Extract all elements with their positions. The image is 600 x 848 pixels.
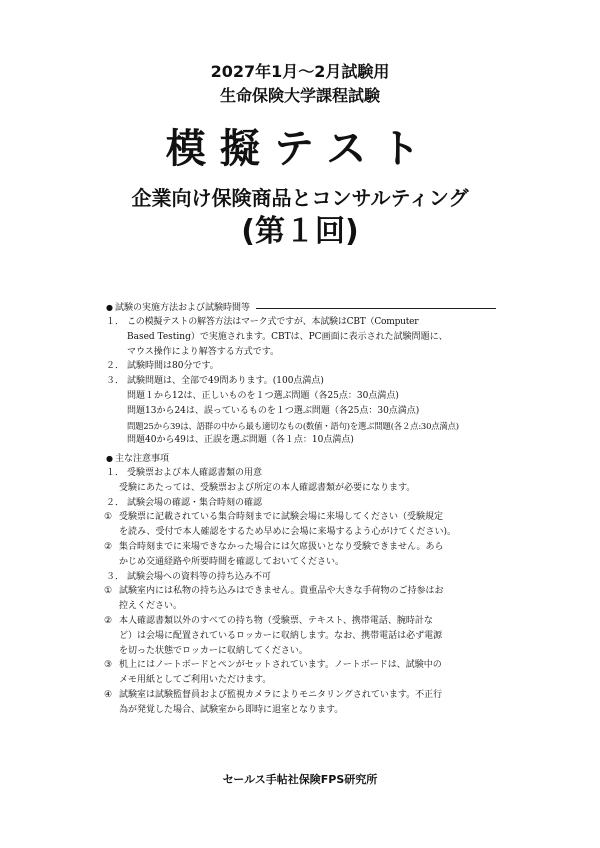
section-heading xyxy=(106,301,496,315)
item-text: 問題40から49は、正誤を選ぶ問題（各１点：10点満点) xyxy=(127,435,354,446)
list-item xyxy=(106,419,496,434)
item-text: Based Testing）で実施されます。CBTは、PC画面に表示された試験問題に、 xyxy=(127,331,448,342)
list-item xyxy=(106,703,496,718)
item-text: 試験会場の確認・集合時刻の確認 xyxy=(127,497,263,508)
item-text: 集合時刻までに来場できなかった場合には欠席扱いとなり受験できません。あら xyxy=(119,541,444,552)
list-item xyxy=(106,525,496,540)
item-text: 試験会場への資料等の持ち込み不可 xyxy=(127,571,272,582)
item-text: 受験票に記載されている集合時刻までに試験会場に来場してください（受験規定 xyxy=(119,512,444,523)
round-label: (第１回) xyxy=(241,214,359,249)
item-text: 試験室内には私物の持ち込みはできません。貴重品や大きな手荷物のご持参はお xyxy=(119,586,444,597)
item-number: ３． xyxy=(106,571,125,582)
list-item xyxy=(106,496,496,511)
list-item xyxy=(106,481,496,496)
item-number: ③ xyxy=(104,660,113,671)
item-text: 受験票および本人確認書類の用意 xyxy=(127,468,263,478)
item-text: 受験にあたっては、受験票および所定の本人確認書類が必要になります。 xyxy=(119,482,416,493)
item-text: 試験問題は、全部で49問あります。(100点満点) xyxy=(127,376,324,387)
bullet-icon: ● xyxy=(106,454,113,463)
item-number: ２． xyxy=(106,497,125,508)
bullet-icon: ● xyxy=(106,303,113,312)
item-text: 本人確認書類以外のすべての持ち物（受験票、テキスト、携帯電話、腕時計な xyxy=(119,615,433,626)
list-item xyxy=(106,389,496,404)
exam-date-label: 2027年1月～2月試験用 xyxy=(210,62,390,81)
item-text: 試験室は試験監督員および監視カメラによりモニタリングされています。不正行 xyxy=(119,689,443,700)
section-heading xyxy=(106,452,496,466)
item-text: メモ用紙としてご利用いただけます。 xyxy=(119,675,272,686)
subject-title: 企業向け保険商品とコンサルティング xyxy=(131,186,469,210)
item-text: 問題１から12は、正しいものを１つ選ぶ問題（各25点：30点満点) xyxy=(127,390,399,401)
item-number: ② xyxy=(104,541,113,552)
list-item xyxy=(106,629,496,644)
item-text: 問題13から24は、誤っているものを１つ選ぶ問題（各25点：30点満点) xyxy=(127,405,420,416)
list-item xyxy=(106,404,496,419)
item-number: １． xyxy=(106,317,125,327)
list-item xyxy=(106,673,496,688)
list-item xyxy=(106,644,496,659)
list-item xyxy=(106,330,496,345)
main-title: 模擬テスト xyxy=(165,126,435,172)
item-number: １． xyxy=(106,468,125,478)
item-number: ① xyxy=(104,586,113,597)
item-number: ３． xyxy=(106,376,125,387)
item-text: ど）は会場に配置されているロッカーに収納します。なお、携帯電話は必ず電源 xyxy=(119,630,443,641)
item-number: ② xyxy=(104,615,113,626)
item-text: を切った状態でロッカーに収納してください。 xyxy=(119,645,308,656)
notes-section xyxy=(106,452,496,718)
item-text: 問題25から39は、語群の中から最も適切なもの(数値・語句)を選ぶ問題(各２点:30点満点) xyxy=(127,420,459,431)
item-number: ① xyxy=(104,512,113,523)
list-item xyxy=(106,584,496,599)
list-item xyxy=(106,374,496,389)
list-item xyxy=(106,688,496,703)
section-heading-text: 試験の実施方法および試験時間等 xyxy=(114,303,250,313)
publisher-name: セールス手帖社保険FPS研究所 xyxy=(222,773,378,786)
item-number: ④ xyxy=(104,689,113,700)
heading-rule xyxy=(256,308,496,309)
list-item xyxy=(106,345,496,360)
item-text: 為が発覚した場合、試験室から即時に退室となります。 xyxy=(119,704,344,715)
item-text: 試験時間は80分です。 xyxy=(127,361,219,372)
list-item xyxy=(106,555,496,570)
item-number: ２． xyxy=(106,361,125,372)
item-text: この模擬テストの解答方法はマーク式ですが、本試験はCBT（Computer xyxy=(127,317,419,327)
list-item xyxy=(106,510,496,525)
list-item xyxy=(106,433,496,448)
item-text: かじめ交通経路や所要時間を確認しておいてください。 xyxy=(119,556,345,567)
list-item xyxy=(106,570,496,585)
item-text: 控えください。 xyxy=(119,601,183,612)
exam-name-label: 生命保険大学課程試験 xyxy=(219,86,380,105)
list-item xyxy=(106,540,496,555)
list-item xyxy=(106,658,496,673)
item-text: マウス操作により解答する方式です。 xyxy=(127,346,280,357)
item-text: を読み、受付で本人確認をするため早めに会場に来場するよう心がけてください)。 xyxy=(119,527,457,538)
list-item xyxy=(106,359,496,374)
exam-method-section xyxy=(106,301,496,448)
list-item xyxy=(106,466,496,481)
section-heading-text: 主な注意事項 xyxy=(114,454,169,464)
list-item xyxy=(106,614,496,629)
list-item xyxy=(106,315,496,330)
list-item xyxy=(106,599,496,614)
item-text: 机上にはノートボードとペンがセットされています。ノートボードは、試験中の xyxy=(119,660,442,671)
